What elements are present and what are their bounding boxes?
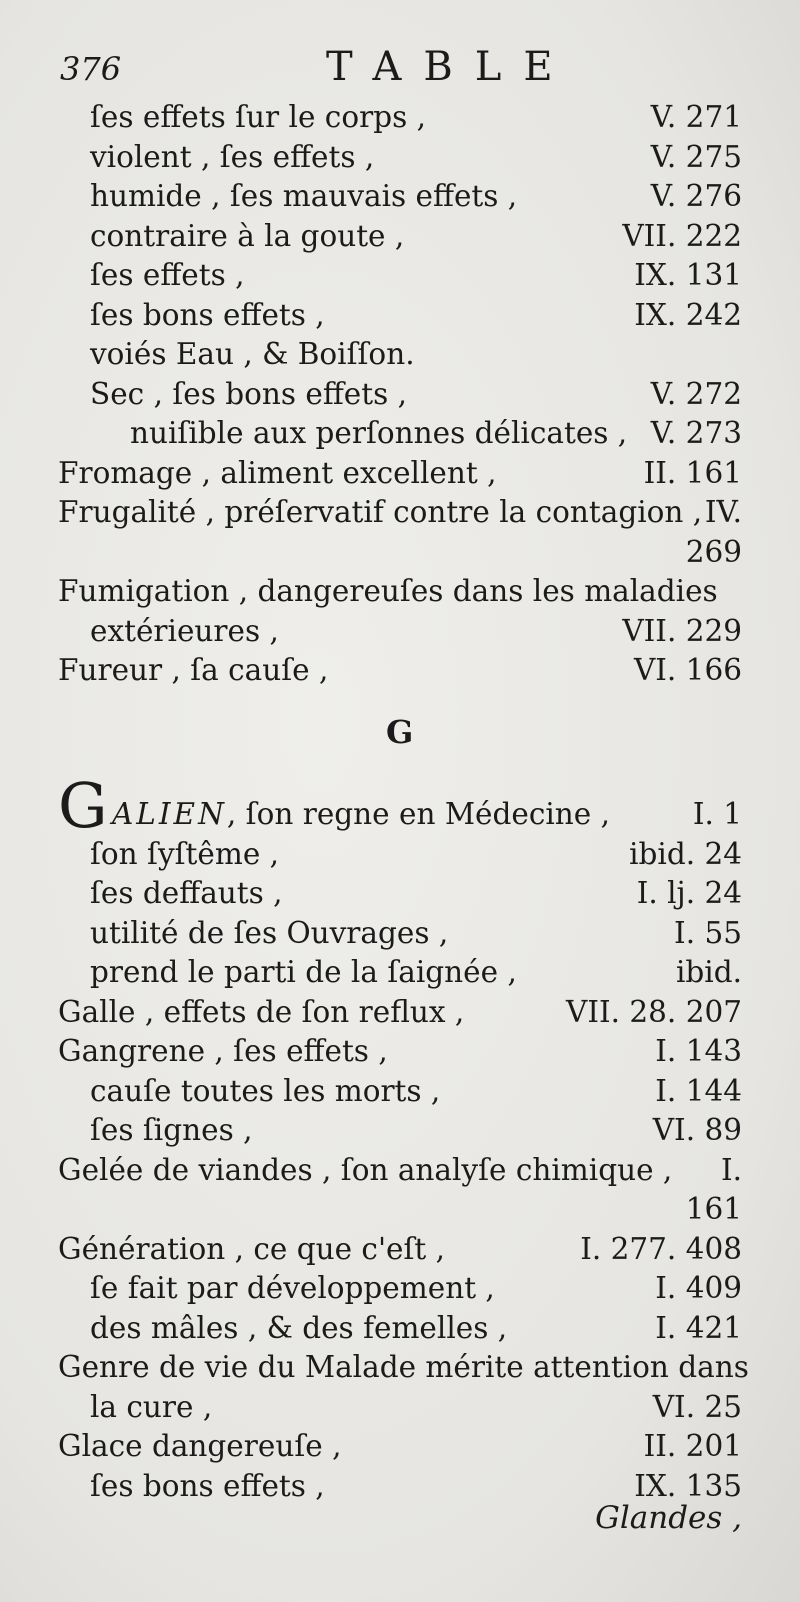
entry-reference: I. 277. 408 (580, 1231, 742, 1266)
entry-reference: I. 143 (655, 1034, 742, 1068)
index-line (58, 1348, 749, 1388)
index-line (58, 1269, 742, 1309)
entry-reference: ibid. (675, 955, 742, 989)
index-line (58, 533, 742, 573)
index-entries-f (58, 98, 742, 691)
entry-text: Galle , effets de ſon reflux , (58, 994, 465, 1029)
index-line (58, 1190, 742, 1230)
entry-reference: I. lj. 24 (636, 876, 742, 910)
entry-reference: I. 144 (655, 1073, 742, 1108)
running-head: TABLE (326, 44, 575, 90)
entry-reference: I. (720, 1152, 742, 1187)
entry-text: Gelée de viandes , ſon analyſe chimique , (58, 1152, 673, 1187)
entry-reference: IX. 242 (634, 297, 742, 332)
index-line (58, 138, 742, 178)
index-line (58, 651, 742, 691)
entry-reference: ibid. 24 (629, 836, 742, 871)
section-heading (58, 691, 742, 783)
index-line (58, 1388, 742, 1428)
entry-text: Glace dangereuſe , (58, 1429, 342, 1463)
entry-text: utilité de ſes Ouvrages , (90, 915, 449, 950)
entry-text: ſon ſyſtême , (90, 836, 280, 871)
entry-reference: I. 1 (692, 796, 742, 831)
entry-text: Fumigation , dangereuſes dans les maladies (58, 574, 718, 608)
index-line (58, 335, 742, 375)
entry-reference: V. 275 (650, 139, 742, 174)
entry-text: Sec , ſes bons effets , (90, 376, 407, 411)
index-line (58, 612, 742, 652)
entry-text: des mâles , & des femelles , (90, 1310, 508, 1345)
dropcap-text: , ſon regne en Médecine , (226, 796, 611, 831)
entry-reference: VI. 89 (652, 1113, 742, 1147)
entry-reference: V. 272 (650, 376, 742, 411)
index-line (58, 1072, 742, 1112)
entry-text: ſes effets , (90, 258, 245, 292)
entry-text: ſes effets ſur le corps , (90, 100, 426, 134)
entry-text: extérieures , (90, 613, 279, 648)
index-line (58, 493, 742, 533)
entry-text: Frugalité , préſervatif contre la contagion , (58, 495, 703, 529)
entry-reference: VI. 166 (633, 653, 742, 687)
entry-reference: 161 (685, 1192, 742, 1226)
section-letter: G (386, 712, 414, 751)
catchword: Glandes , (595, 1500, 742, 1536)
entry-reference: II. 201 (643, 1429, 742, 1463)
entry-reference: IX. 135 (634, 1468, 742, 1503)
entry-reference: V. 276 (650, 179, 742, 213)
index-line (58, 914, 742, 954)
entry-text: Gangrene , ſes effets , (58, 1034, 388, 1068)
index-line (58, 572, 742, 612)
index-line (58, 256, 742, 296)
dropcap-rest: ALIEN (112, 796, 227, 831)
entry-reference: IV. (704, 495, 742, 529)
page-number: 376 (60, 50, 122, 88)
entry-reference: VII. 28. 207 (566, 994, 742, 1029)
index-entries-g (58, 835, 749, 1507)
entry-reference: II. 161 (643, 455, 742, 490)
index-line (58, 375, 742, 415)
index-line (58, 414, 742, 454)
index-body (58, 98, 749, 1506)
entry-reference: I. 55 (674, 915, 742, 950)
entry-reference: VII. 222 (622, 218, 742, 253)
entry-text: cauſe toutes les morts , (90, 1073, 441, 1108)
index-line (58, 1151, 742, 1191)
dropcap-entry (58, 768, 742, 842)
entry-text: ſe fait par développement , (90, 1271, 495, 1305)
index-line (58, 217, 742, 257)
entry-text: Fromage , aliment excellent , (58, 455, 497, 490)
entry-text: violent , ſes effets , (90, 139, 375, 174)
entry-text: Génération , ce que c'eſt , (58, 1231, 446, 1266)
entry-text: contraire à la goute , (90, 218, 405, 253)
entry-text: voiés Eau , & Boiſſon. (90, 337, 415, 371)
index-line (58, 177, 742, 217)
entry-text: prend le parti de la ſaignée , (90, 955, 517, 989)
entry-text: Genre de vie du Malade mérite attention dans (58, 1350, 749, 1384)
entry-reference: V. 273 (650, 416, 742, 450)
entry-text: ſes bons effets , (90, 1468, 325, 1503)
entry-text: Fureur , ſa cauſe , (58, 653, 329, 687)
index-line (58, 993, 742, 1033)
index-line (58, 1230, 742, 1270)
index-line (58, 1427, 742, 1467)
entry-text: ſes ſignes , (90, 1113, 253, 1147)
page-header (56, 44, 740, 94)
index-line (58, 454, 742, 494)
entry-text: ſes bons effets , (90, 297, 325, 332)
entry-reference: I. 421 (655, 1310, 742, 1345)
index-line (58, 874, 742, 914)
entry-reference: V. 271 (650, 100, 742, 134)
entry-text: nuiſible aux perſonnes délicates , (130, 416, 628, 450)
index-line (58, 98, 742, 138)
index-line (58, 1309, 742, 1349)
index-line (58, 1111, 742, 1151)
entry-text: la cure , (90, 1389, 213, 1424)
index-line (58, 1032, 742, 1072)
index-line (58, 296, 742, 336)
entry-reference: VI. 25 (652, 1389, 742, 1424)
entry-text: ſes deffauts , (90, 876, 283, 910)
entry-reference: I. 409 (655, 1271, 742, 1305)
entry-text (112, 795, 610, 835)
entry-reference: IX. 131 (634, 258, 742, 292)
index-line (58, 953, 742, 993)
entry-text: humide , ſes mauvais effets , (90, 179, 518, 213)
entry-reference: 269 (685, 534, 742, 569)
entry-reference: VII. 229 (622, 613, 742, 648)
index-line (58, 835, 742, 875)
dropcap-letter: G (58, 768, 108, 842)
